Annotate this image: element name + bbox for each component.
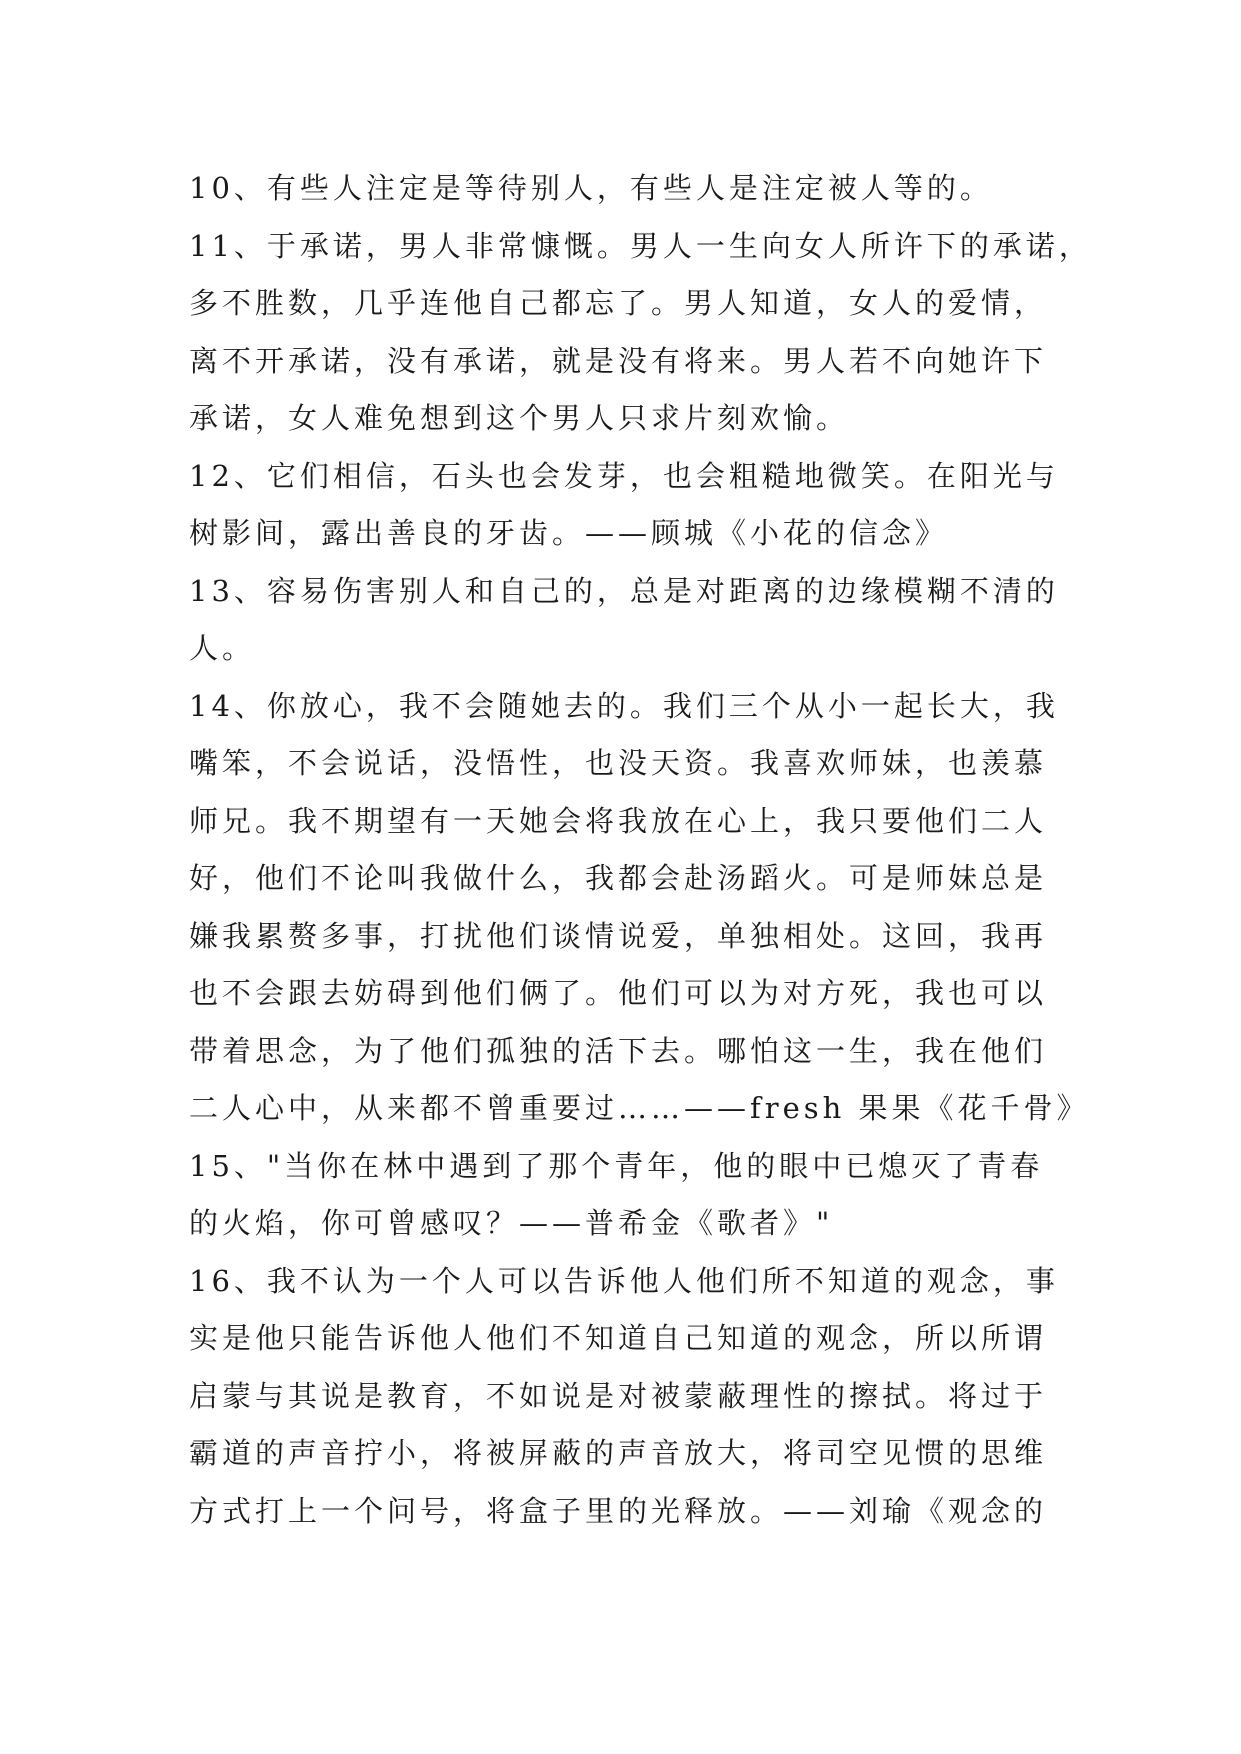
text-line: 13、容易伤害别人和自己的，总是对距离的边缘模糊不清的	[189, 573, 1059, 608]
text-line: 人。	[189, 631, 256, 665]
text-line: 15、"当你在林中遇到了那个青年，他的眼中已熄灭了青春	[189, 1148, 1044, 1183]
text-line: 嫌我累赘多事，打扰他们谈情说爱，单独相处。这回，我再	[189, 918, 1048, 953]
text-line: 也不会跟去妨碍到他们俩了。他们可以为对方死，我也可以	[189, 976, 1048, 1010]
text-line: 14、你放心，我不会随她去的。我们三个从小一起长大，我	[189, 688, 1059, 723]
text-line: 实是他只能告诉他人他们不知道自己知道的观念，所以所谓	[189, 1321, 1048, 1355]
text-line: 嘴笨，不会说话，没悟性，也没天资。我喜欢师妹，也羡慕	[189, 746, 1048, 780]
text-line: 承诺，女人难免想到这个男人只求片刻欢愉。	[189, 401, 850, 435]
text-line: 二人心中，从来都不曾重要过……——fresh 果果《花千骨》	[189, 1091, 1090, 1125]
text-line: 霸道的声音拧小，将被屏蔽的声音放大，将司空见惯的思维	[189, 1436, 1048, 1470]
text-line: 11、于承诺，男人非常慷慨。男人一生向女人所许下的承诺，	[189, 228, 1092, 263]
text-line: 10、有些人注定是等待别人，有些人是注定被人等的。	[189, 171, 993, 205]
text-line: 16、我不认为一个人可以告诉他人他们所不知道的观念，事	[189, 1263, 1059, 1298]
text-line: 的火焰，你可曾感叹？——普希金《歌者》"	[189, 1206, 834, 1240]
text-line: 方式打上一个问号，将盒子里的光释放。——刘瑜《观念的	[189, 1493, 1048, 1528]
text-line: 带着思念，为了他们孤独的活下去。哪怕这一生，我在他们	[189, 1033, 1048, 1068]
text-line: 12、它们相信，石头也会发芽，也会粗糙地微笑。在阳光与	[189, 458, 1059, 493]
text-line: 多不胜数，几乎连他自己都忘了。男人知道，女人的爱情，	[189, 286, 1048, 320]
text-line: 师兄。我不期望有一天她会将我放在心上，我只要他们二人	[189, 803, 1048, 838]
text-line: 启蒙与其说是教育，不如说是对被蒙蔽理性的擦拭。将过于	[189, 1378, 1048, 1413]
text-line: 离不开承诺，没有承诺，就是没有将来。男人若不向她许下	[189, 343, 1048, 378]
document-body	[189, 160, 1092, 1540]
text-line: 树影间，露出善良的牙齿。——顾城《小花的信念》	[189, 516, 949, 550]
text-line: 好，他们不论叫我做什么，我都会赴汤蹈火。可是师妹总是	[189, 861, 1048, 895]
